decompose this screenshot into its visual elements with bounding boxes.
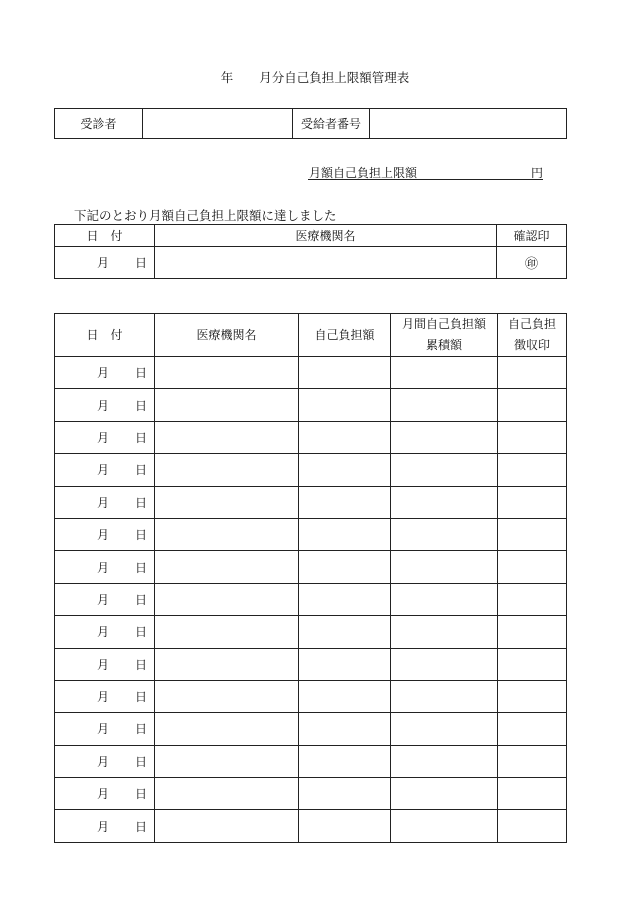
log-collected-seal-cell[interactable] bbox=[498, 648, 567, 680]
log-cumulative-cell[interactable] bbox=[391, 421, 498, 453]
title-text: 月分自己負担上限額管理表 bbox=[259, 70, 410, 85]
log-collected-seal-cell[interactable] bbox=[498, 810, 567, 842]
table-row bbox=[55, 648, 567, 680]
log-date-cell[interactable]: 月 日 bbox=[55, 745, 155, 777]
log-date-header: 日 付 bbox=[55, 314, 155, 357]
log-collected-seal-cell[interactable] bbox=[498, 551, 567, 583]
log-institution-cell[interactable] bbox=[155, 745, 299, 777]
log-copay-cell[interactable] bbox=[299, 518, 391, 550]
log-date-cell[interactable]: 月 日 bbox=[55, 616, 155, 648]
log-copay-cell[interactable] bbox=[299, 486, 391, 518]
patient-label: 受診者 bbox=[55, 109, 143, 139]
log-copay-cell[interactable] bbox=[299, 778, 391, 810]
log-copay-cell[interactable] bbox=[299, 680, 391, 712]
log-cumulative-cell[interactable] bbox=[391, 454, 498, 486]
log-institution-cell[interactable] bbox=[155, 518, 299, 550]
log-institution-cell[interactable] bbox=[155, 616, 299, 648]
log-cumulative-cell[interactable] bbox=[391, 583, 498, 615]
table-row bbox=[55, 778, 567, 810]
log-copay-cell[interactable] bbox=[299, 648, 391, 680]
log-date-cell[interactable]: 月 日 bbox=[55, 648, 155, 680]
log-collected-seal-cell[interactable] bbox=[498, 518, 567, 550]
log-cumulative-cell[interactable] bbox=[391, 486, 498, 518]
confirm-seal-header: 確認印 bbox=[497, 225, 567, 247]
log-date-cell[interactable]: 月 日 bbox=[55, 421, 155, 453]
log-collected-seal-cell[interactable] bbox=[498, 486, 567, 518]
log-copay-cell[interactable] bbox=[299, 454, 391, 486]
table-row bbox=[55, 357, 567, 389]
log-date-cell[interactable]: 月 日 bbox=[55, 518, 155, 550]
log-date-cell[interactable]: 月 日 bbox=[55, 583, 155, 615]
log-institution-cell[interactable] bbox=[155, 454, 299, 486]
log-cumulative-cell[interactable] bbox=[391, 810, 498, 842]
log-cumulative-cell[interactable] bbox=[391, 648, 498, 680]
log-date-cell[interactable]: 月 日 bbox=[55, 680, 155, 712]
log-cumulative-cell[interactable] bbox=[391, 616, 498, 648]
table-row bbox=[55, 583, 567, 615]
table-row bbox=[55, 454, 567, 486]
table-row bbox=[55, 616, 567, 648]
confirm-institution-cell[interactable] bbox=[155, 247, 497, 279]
log-institution-cell[interactable] bbox=[155, 810, 299, 842]
log-copay-cell[interactable] bbox=[299, 583, 391, 615]
recipient-table bbox=[54, 108, 567, 139]
log-copay-header: 自己負担額 bbox=[299, 314, 391, 357]
table-row bbox=[55, 680, 567, 712]
log-copay-cell[interactable] bbox=[299, 713, 391, 745]
log-date-cell[interactable]: 月 日 bbox=[55, 551, 155, 583]
log-date-cell[interactable]: 月 日 bbox=[55, 454, 155, 486]
limit-reached-note: 下記のとおり月額自己負担上限額に達しました bbox=[74, 208, 337, 223]
page-title bbox=[0, 68, 630, 86]
confirm-date-header: 日 付 bbox=[55, 225, 155, 247]
log-collected-seal-cell[interactable] bbox=[498, 616, 567, 648]
log-collected-seal-cell[interactable] bbox=[498, 680, 567, 712]
log-cumulative-cell[interactable] bbox=[391, 389, 498, 421]
log-collected-seal-cell[interactable] bbox=[498, 745, 567, 777]
log-date-cell[interactable]: 月 日 bbox=[55, 810, 155, 842]
title-year: 年 bbox=[220, 70, 234, 85]
log-copay-cell[interactable] bbox=[299, 389, 391, 421]
log-collected-seal-cell[interactable] bbox=[498, 778, 567, 810]
log-collected-header: 自己負担 徴収印 bbox=[498, 314, 567, 357]
log-institution-cell[interactable] bbox=[155, 680, 299, 712]
log-institution-cell[interactable] bbox=[155, 713, 299, 745]
log-cumulative-cell[interactable] bbox=[391, 551, 498, 583]
table-row bbox=[55, 551, 567, 583]
log-date-cell[interactable]: 月 日 bbox=[55, 357, 155, 389]
seal-mark[interactable]: ㊞ bbox=[497, 247, 567, 279]
log-cumulative-cell[interactable] bbox=[391, 778, 498, 810]
log-institution-cell[interactable] bbox=[155, 389, 299, 421]
log-copay-cell[interactable] bbox=[299, 421, 391, 453]
table-row bbox=[55, 486, 567, 518]
log-institution-header: 医療機関名 bbox=[155, 314, 299, 357]
table-row bbox=[55, 518, 567, 550]
patient-field[interactable] bbox=[143, 109, 293, 139]
log-collected-seal-cell[interactable] bbox=[498, 421, 567, 453]
recipient-number-field[interactable] bbox=[370, 109, 567, 139]
confirm-date-cell[interactable]: 月 日 bbox=[55, 247, 155, 279]
log-collected-seal-cell[interactable] bbox=[498, 357, 567, 389]
log-copay-cell[interactable] bbox=[299, 745, 391, 777]
table-row bbox=[55, 745, 567, 777]
log-cumulative-cell[interactable] bbox=[391, 745, 498, 777]
log-copay-cell[interactable] bbox=[299, 357, 391, 389]
log-institution-cell[interactable] bbox=[155, 421, 299, 453]
log-institution-cell[interactable] bbox=[155, 778, 299, 810]
log-date-cell[interactable]: 月 日 bbox=[55, 713, 155, 745]
log-institution-cell[interactable] bbox=[155, 357, 299, 389]
table-row bbox=[55, 389, 567, 421]
log-cumulative-cell[interactable] bbox=[391, 357, 498, 389]
log-copay-cell[interactable] bbox=[299, 551, 391, 583]
log-copay-cell[interactable] bbox=[299, 810, 391, 842]
confirm-institution-header: 医療機関名 bbox=[155, 225, 497, 247]
table-row bbox=[55, 421, 567, 453]
monthly-limit-label: 月額自己負担上限額 bbox=[309, 166, 418, 180]
log-date-cell[interactable]: 月 日 bbox=[55, 486, 155, 518]
copay-log-table bbox=[54, 313, 567, 843]
log-collected-seal-cell[interactable] bbox=[498, 583, 567, 615]
yen-unit: 円 bbox=[530, 166, 543, 180]
recipient-number-label: 受給者番号 bbox=[293, 109, 370, 139]
log-collected-seal-cell[interactable] bbox=[498, 454, 567, 486]
log-institution-cell[interactable] bbox=[155, 551, 299, 583]
log-cumulative-header: 月間自己負担額 累積額 bbox=[391, 314, 498, 357]
log-cumulative-cell[interactable] bbox=[391, 713, 498, 745]
log-copay-cell[interactable] bbox=[299, 616, 391, 648]
confirmation-table bbox=[54, 224, 567, 279]
log-institution-cell[interactable] bbox=[155, 648, 299, 680]
log-date-cell[interactable]: 月 日 bbox=[55, 389, 155, 421]
log-institution-cell[interactable] bbox=[155, 583, 299, 615]
monthly-limit-line[interactable] bbox=[308, 164, 543, 180]
table-row bbox=[55, 713, 567, 745]
log-institution-cell[interactable] bbox=[155, 486, 299, 518]
log-collected-seal-cell[interactable] bbox=[498, 389, 567, 421]
log-collected-seal-cell[interactable] bbox=[498, 713, 567, 745]
log-cumulative-cell[interactable] bbox=[391, 680, 498, 712]
table-row bbox=[55, 810, 567, 842]
log-date-cell[interactable]: 月 日 bbox=[55, 778, 155, 810]
log-cumulative-cell[interactable] bbox=[391, 518, 498, 550]
